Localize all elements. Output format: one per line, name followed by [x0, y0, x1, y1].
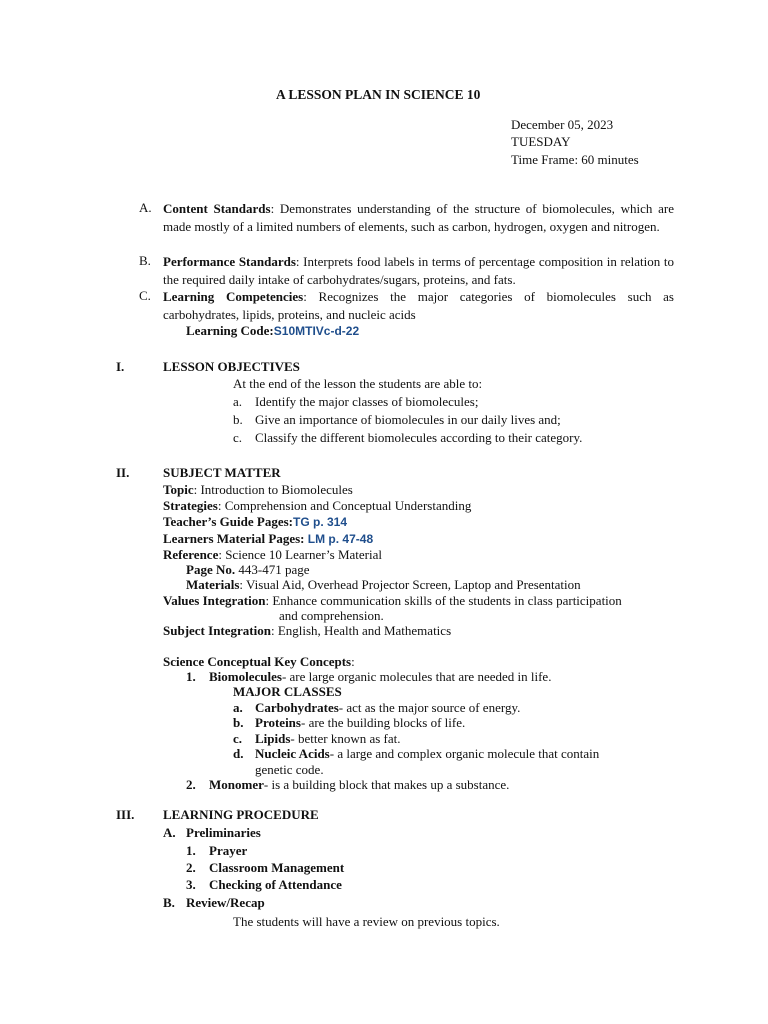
reference-value: : Science 10 Learner’s Material [218, 547, 382, 562]
procedure-step: Classroom Management [209, 860, 345, 875]
standard-text: : Recognizes the major categories of biomolecules such as carbohydrates, lipids, proteins, and nucleic acids [163, 289, 674, 322]
list-marker: 2. [186, 860, 196, 875]
list-item: Identify the major classes of biomolecules; [255, 394, 479, 409]
list-marker: 3. [186, 877, 196, 892]
values-value: : Enhance communication skills of the students in class participation [265, 593, 622, 608]
procedure-step: Prayer [209, 843, 248, 858]
concepts-heading-sep: : [351, 654, 355, 669]
performance-standards [163, 253, 674, 288]
lm-value: LM p. 47-48 [307, 532, 374, 546]
list-marker: 2. [186, 777, 196, 792]
tg-value: TG p. 314 [292, 515, 348, 529]
page-title: A LESSON PLAN IN SCIENCE 10 [276, 87, 481, 102]
list-marker: 1. [186, 843, 196, 858]
integration-label: Subject Integration [163, 623, 271, 638]
class-label: Proteins [255, 715, 301, 730]
review-text: The students will have a review on previous topics. [233, 914, 500, 929]
concept-label: Monomer [209, 777, 264, 792]
class-item [255, 731, 401, 747]
review-heading: Review/Recap [186, 895, 265, 910]
class-label: Carbohydrates [255, 700, 339, 715]
list-marker: b. [233, 715, 244, 730]
section-heading: LEARNING PROCEDURE [163, 807, 319, 822]
topic-line [163, 482, 353, 498]
values-line [163, 593, 622, 609]
standard-text: : Interprets food labels in terms of percentage composition in relation to the required daily intake of carbohydrates/sugars, proteins, and fats. [163, 254, 674, 287]
section-numeral: I. [116, 359, 125, 374]
class-item [255, 715, 465, 731]
list-marker: a. [233, 700, 243, 715]
major-classes-heading: MAJOR CLASSES [233, 684, 342, 699]
standard-label: Learning Competencies [163, 289, 304, 304]
concept-biomolecules [209, 669, 551, 685]
standard-marker: B. [139, 253, 151, 268]
topic-label: Topic [163, 482, 194, 497]
objectives-intro: At the end of the lesson the students are able to: [233, 376, 483, 391]
strategies-line [163, 498, 471, 514]
learning-code-sep: : [269, 323, 274, 338]
list-marker: d. [233, 746, 244, 761]
list-item: Classify the different biomolecules according to their category. [255, 430, 583, 445]
values-label: Values Integration [163, 593, 266, 608]
content-standards [163, 200, 674, 235]
lesson-date: December 05, 2023 [511, 117, 614, 132]
learning-code-value: S10MTIVc-d-22 [273, 324, 360, 338]
page-line [186, 562, 309, 578]
class-text: - better known as fat. [290, 731, 401, 746]
strategies-label: Strategies [163, 498, 218, 513]
class-item [255, 700, 520, 716]
learning-competencies [163, 288, 674, 323]
tg-label: Teacher’s Guide Pages: [163, 514, 293, 529]
reference-label: Reference [163, 547, 219, 562]
class-text: - are the building blocks of life. [300, 715, 466, 730]
standard-label: Content Standards [163, 201, 271, 216]
section-numeral: III. [116, 807, 135, 822]
tg-line [163, 514, 347, 530]
integration-line [163, 623, 451, 639]
procedure-step: Checking of Attendance [209, 877, 342, 892]
concept-monomer [209, 777, 509, 793]
list-marker: 1. [186, 669, 196, 684]
standard-text: : Demonstrates understanding of the structure of biomolecules, which are made mostly of a limited numbers of elements, such as carbon, hydrogen, oxygen and nitrogen. [163, 201, 674, 234]
learning-code-label: Learning Code [186, 323, 270, 338]
section-numeral: II. [116, 465, 130, 480]
list-marker: b. [233, 412, 243, 427]
lm-label: Learners Material Pages: [163, 531, 308, 546]
list-marker: A. [163, 825, 176, 840]
materials-line [186, 577, 581, 593]
concepts-heading [163, 654, 355, 670]
section-heading: SUBJECT MATTER [163, 465, 281, 480]
page-label: Page No. [186, 562, 236, 577]
lm-line [163, 531, 373, 547]
learning-code [186, 323, 359, 339]
concept-text: - is a building block that makes up a substance. [263, 777, 510, 792]
class-text: - a large and complex organic molecule that contain [329, 746, 600, 761]
list-marker: c. [233, 430, 243, 445]
preliminaries-heading: Preliminaries [186, 825, 261, 840]
integration-value: : English, Health and Mathematics [270, 623, 452, 638]
concepts-heading-text: Science Conceptual Key Concepts [163, 654, 352, 669]
class-text: - act as the major source of energy. [338, 700, 521, 715]
section-heading: LESSON OBJECTIVES [163, 359, 300, 374]
class-item [255, 746, 599, 762]
materials-value: : Visual Aid, Overhead Projector Screen, Laptop and Presentation [239, 577, 581, 592]
list-marker: c. [233, 731, 243, 746]
page-value: 443-471 page [235, 562, 310, 577]
time-frame: Time Frame: 60 minutes [511, 152, 639, 167]
values-continuation: and comprehension. [279, 608, 384, 623]
class-continuation: genetic code. [255, 762, 324, 777]
standard-marker: C. [139, 288, 151, 303]
reference-line [163, 547, 382, 563]
materials-label: Materials [186, 577, 240, 592]
standard-label: Performance Standards [163, 254, 296, 269]
class-label: Lipids [255, 731, 291, 746]
concept-text: - are large organic molecules that are needed in life. [281, 669, 552, 684]
class-label: Nucleic Acids [255, 746, 330, 761]
standard-marker: A. [139, 200, 152, 215]
list-marker: B. [163, 895, 175, 910]
concept-label: Biomolecules [209, 669, 282, 684]
topic-value: : Introduction to Biomolecules [193, 482, 353, 497]
list-marker: a. [233, 394, 243, 409]
strategies-value: : Comprehension and Conceptual Understanding [217, 498, 472, 513]
lesson-day: TUESDAY [511, 134, 571, 149]
list-item: Give an importance of biomolecules in our daily lives and; [255, 412, 561, 427]
